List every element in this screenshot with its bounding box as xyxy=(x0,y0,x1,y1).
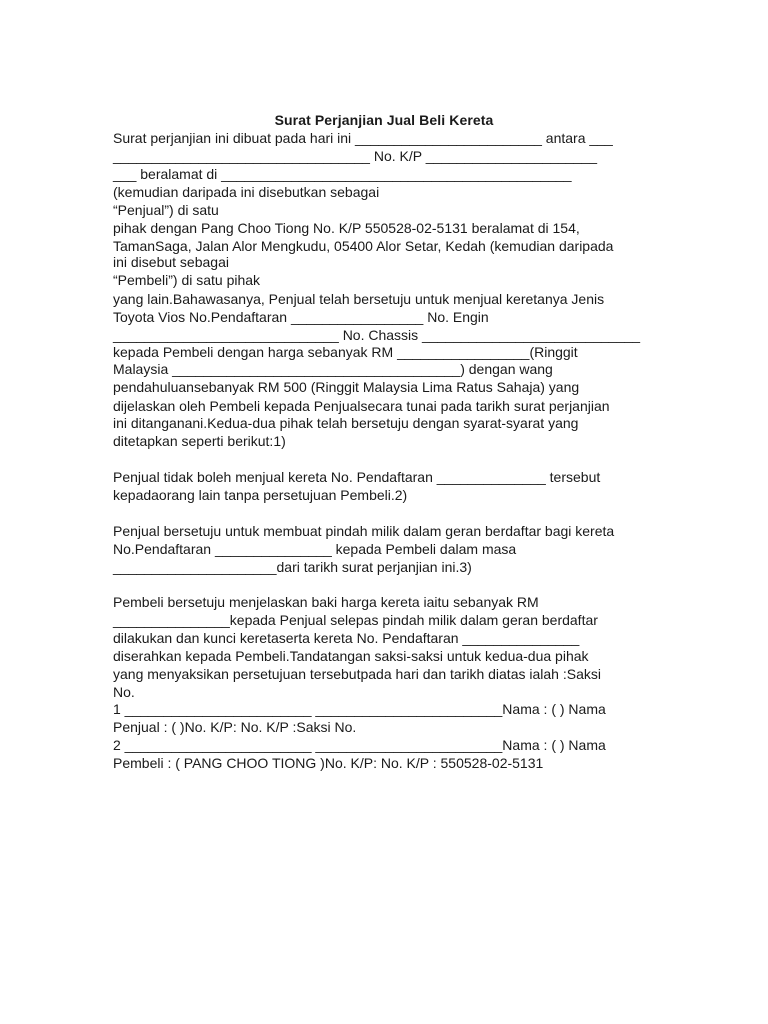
text-line: TamanSaga, Jalan Alor Mengkudu, 05400 Alor Setar, Kedah (kemudian daripada xyxy=(113,238,614,254)
signature-line-1: 1 ________________________ ________________________Nama : ( ) Nama xyxy=(113,701,606,717)
text-line: Malaysia _____________________________________) dengan wang xyxy=(113,361,553,377)
text-line: kepada Pembeli dengan harga sebanyak RM _________________(Ringgit xyxy=(113,344,578,360)
text-line: Pembeli bersetuju menjelaskan baki harga kereta iaitu sebanyak RM xyxy=(113,594,539,610)
text-line: yang menyaksikan persetujuan tersebutpada hari dan tarikh diatas ialah :Saksi xyxy=(113,666,601,682)
text-line: “Penjual”) di satu xyxy=(113,202,219,218)
text-line: _____________________________ No. Chassis ____________________________ xyxy=(113,327,641,343)
text-line: ___ beralamat di _____________________________________________ xyxy=(113,166,572,182)
text-line: _____________________dari tarikh surat perjanjian ini.3) xyxy=(113,559,472,575)
text-line: ini disebut sebagai xyxy=(113,254,229,270)
text-line: Penjual : ( )No. K/P: No. K/P :Saksi No. xyxy=(113,719,357,735)
text-line: dilakukan dan kunci keretaserta kereta No. Pendaftaran _______________ xyxy=(113,630,580,646)
text-line: ditetapkan seperti berikut:1) xyxy=(113,433,286,449)
text-line: _______________kepada Penjual selepas pindah milik dalam geran berdaftar xyxy=(113,612,598,628)
text-line: Penjual tidak boleh menjual kereta No. Pendaftaran ______________ tersebut xyxy=(113,469,601,485)
text-line: pendahuluansebanyak RM 500 (Ringgit Malaysia Lima Ratus Sahaja) yang xyxy=(113,379,580,395)
text-line: yang lain.Bahawasanya, Penjual telah bersetuju untuk menjual keretanya Jenis xyxy=(113,291,605,307)
text-line: dijelaskan oleh Pembeli kepada Penjualsecara tunai pada tarikh surat perjanjian xyxy=(113,398,610,414)
text-line: Penjual bersetuju untuk membuat pindah milik dalam geran berdaftar bagi kereta xyxy=(113,523,615,539)
text-line: “Pembeli”) di satu pihak xyxy=(113,272,261,288)
text-line: (kemudian daripada ini disebutkan sebagai xyxy=(113,184,380,200)
document-title: Surat Perjanjian Jual Beli Kereta xyxy=(274,112,494,128)
text-line: kepadaorang lain tanpa persetujuan Pembeli.2) xyxy=(113,487,408,503)
signature-line-2: 2 ________________________ ________________________Nama : ( ) Nama xyxy=(113,737,606,753)
text-line: pihak dengan Pang Choo Tiong No. K/P 550528-02-5131 beralamat di 154, xyxy=(113,220,580,236)
text-line: _________________________________ No. K/P ______________________ xyxy=(113,148,598,164)
text-line: No.Pendaftaran _______________ kepada Pembeli dalam masa xyxy=(113,541,517,557)
text-line: Toyota Vios No.Pendaftaran _________________ No. Engin xyxy=(113,309,489,325)
text-line: ini ditanganani.Kedua-dua pihak telah bersetuju dengan syarat-syarat yang xyxy=(113,415,579,431)
text-line: diserahkan kepada Pembeli.Tandatangan saksi-saksi untuk kedua-dua pihak xyxy=(113,648,589,664)
text-line: Surat perjanjian ini dibuat pada hari ini ________________________ antara ___ xyxy=(113,130,613,146)
text-line: Pembeli : ( PANG CHOO TIONG )No. K/P: No. K/P : 550528-02-5131 xyxy=(113,755,544,771)
text-line: No. xyxy=(113,684,135,700)
